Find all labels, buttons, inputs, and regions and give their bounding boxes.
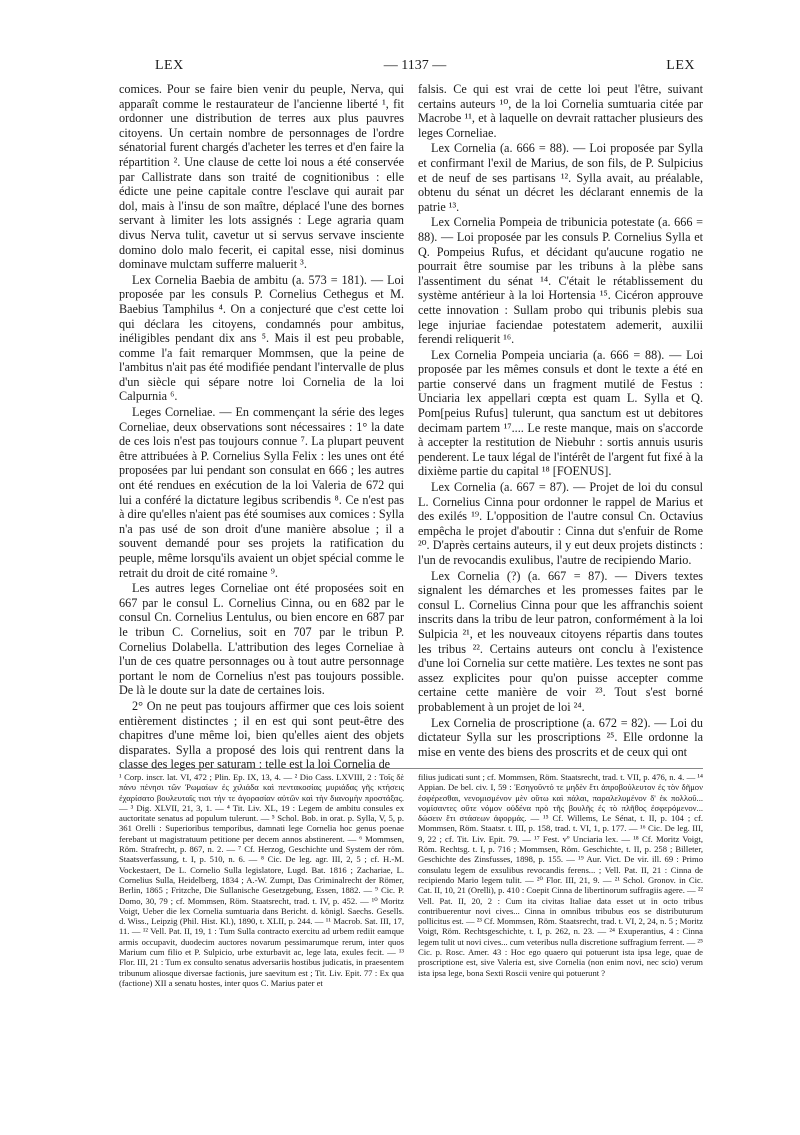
paragraph: Lex Cornelia Baebia de ambitu (a. 573 = 181). — Loi proposée par les consuls P. Cornelius Cethegus et M. Baebius Tamphilus ⁴. On a conjecturé que c'est cette loi qui déclara les citoyens, condamnés pour ambitus, inéligibles pendant dix ans ⁵. Mais il est peu probable, comme l'a fait remarquer Mommsen, que la peine de l'ambitus n'ait pas été modifiée pendant l'intervalle de plus d'un siècle qui sépare notre loi Cornelia de la loi Calpurnia ⁶. [119,272,404,404]
footnote-block: filius judicati sunt ; cf. Mommsen, Röm. Staatsrecht, trad. t. VII, p. 476, n. 4. — ¹⁴ Appian. De bel. civ. I, 59 : Ἐσηγοῦντό τε μηδὲν ἔτι ἀπροβούλευτον ἐς τὸν δῆμον ἐσφέρεσθαι, νενομισμένον μὲν οὕτω καὶ πάλαι, παραλελυμένον δ' ἐκ πολλοῦ... νομίσαντες οὔτε νόμον οὐδένα πρὸ τῆς βουλῆς ἐς τὸ πλῆθος ἐσφερόμενον... δώσειν ἔτι στάσεων ἀφορμάς. — ¹⁵ Cf. Willems, Le Sénat, t. II, p. 104 ; cf. Mommsen, Röm. Staatsr. t. III, p. 158, trad. t. VI, 1, p. 177. — ¹⁶ Cic. De leg. III, 9, 22 ; cf. Tit. Liv. Epit. 79. — ¹⁷ Fest. vº Unciaria lex. — ¹⁸ Cf. Moritz Voigt, Röm. Rechtsg. t. I, p. 716 ; Mommsen, Röm. Geschichte, t. II, p. 258 ; Billeter, Geschichte des Zinsfusses, 1898, p. 155. — ¹⁹ Aur. Vict. De vir. ill. 69 : Primo consulatu legem de exsulibus revocandis ferens... ; Vell. Pat. II, 21 : Cinna de recipiendo Mario legem tulit. — ²⁰ Flor. III, 21, 9. — ²¹ Schol. Gronov. in Cic. Cat. II, 10, 21 (Orelli), p. 410 : Coepit Cinna de libertinorum suffragiis agere. — ²² Vell. Pat. II, 20, 2 : Cum ita civitas Italiae data esset ut in octo tribus contribuerentur novi cives... Cinna in omnibus tribubus eos se distributurum pollicitus est. — ²³ Cf. Mommsen, Röm. Staatsrecht, trad. t. VI, 2, 24, n. 5 ; Moritz Voigt, Röm. Rechtsgeschichte, t. I, p. 262, n. 23. — ²⁴ Exuperantius, 4 : Cinna legem tulit ut novi cives... cum veteribus nulla discretione suffragium ferrent. — ²⁵ Cic. p. Rosc. Amer. 43 : Hoc ego quaero qui potuerunt ista ipsa lege, quae de proscriptione est, sive Valeria est, sive Cornelia (non enim novi, nec scio) verum ista ipsa lege, bona Sexti Roscii venire qui potuerunt ? [418,772,703,978]
right-text-column [418,82,703,760]
paragraph: Leges Corneliae. — En commençant la série des leges Corneliae, deux observations sont nécessaires : 1° la date de ces lois n'est pas toujours connue ⁷. La plupart peuvent être attribuées à P. Cornelius Sylla Felix : les unes ont été proposées par lui pendant son consulat en 666 ; les autres ont été rendues en exécution de la loi Valeria de 672 qui lui a conféré la dictature legibus scribendis ⁸. Ce n'est pas à dire qu'elles n'aient pas été soumises aux comices : Sylla n'a pas usé de son droit d'une manière absolue ; il a souvent demandé pour ses projets la ratification du peuple, même lorsqu'ils avaient un objet spécial comme le retrait du droit de cité romaine ⁹. [119,405,404,580]
paragraph: Lex Cornelia (a. 666 = 88). — Loi proposée par Sylla et confirmant l'exil de Marius, de son fils, de P. Sulpicius et de neuf de ses partisans ¹². Sylla avait, au préalable, obtenu du sénat un décret les déclarant ennemis de la patrie ¹³. [418,141,703,214]
left-text-column [119,82,404,773]
footnotes-left [119,772,404,988]
paragraph: comices. Pour se faire bien venir du peuple, Nerva, qui apparaît comme le restaurateur de l'ancienne liberté ¹, fit ordonner une distribution de terres aux plus pauvres citoyens. Un certain nombre de personnages de l'ordre sénatorial furent chargés d'acheter les terres et d'en faire la répartition ². Une clause de cette loi nous a été conservée par Callistrate dans son traité de cognitionibus : elle édicte une peine capitale contre l'esclave qui aurait par dol, mais à l'insu de son maître, déplacé l'une des bornes servant à limiter les lots assignés : Lege agraria quam divus Nerva tulit, cavetur ut si servus servave inscientе domino dolo malo fecerit, ei capital esse, nisi dominus dominave mulctam sufferre maluerit ³. [119,82,404,272]
page-number: — 1137 — [383,58,447,73]
footnote-block: ¹ Corp. inscr. lat. VI, 472 ; Plin. Ep. IX, 13, 4. — ² Dio Cass. LXVIII, 2 : Τοῖς δὲ πάνυ πένησι τῶν Ῥωμαίων ἐς χιλιάδα καὶ πεντακοσίας μυριάδας γῆς κτήσεις ἐχαρίσατο βουλευταῖς τισι τήν τε ἀγορασίαν αὐτῶν καὶ τὴν διανομὴν προστάξας. — ³ Dig. XLVII, 21, 3, 1. — ⁴ Tit. Liv. XL, 19 : Legem de ambitu consules ex auctoritate senatus ad populum tulerunt. — ⁵ Schol. Bob. in orat. p. Sylla, V, 5, p. 361 Orelli : Superioribus temporibus, damnati lege Cornelia hoc genus poenae ferebant ut magistratuum petitione per decem annos abstinerent. — ⁶ Mommsen, Röm. Strafrecht, p. 867, n. 2. — ⁷ Cf. Herzog, Geschichte und System der röm. Staatsverfassung, t. I, p. 510, n. 6. — ⁸ Cic. De leg. agr. III, 2, 5 ; cf. H.-M. Vockestaert, De L. Cornelio Sulla legislatore, Lugd. Bat. 1816 ; Zachariae, L. Cornelius Sulla, Heidelberg, 1834 ; A.-W. Zumpt, Das Criminalrecht der Römer, Berlin, 1865 ; Fritzche, Die Sullanische Gesetzgebung, Essen, 1882. — ⁹ Cic. P. Domo, 30, 79 ; cf. Mommsen, Röm. Staatsrecht, trad. t. IV, p. 452. — ¹⁰ Moritz Voigt, Ueber die lex Cornelia sumtuaria dans Bericht. d. königl. Saechs. Gesells. d. Wiss., Leipzig (Phil. Hist. Kl.), 1890, t. XLII, p. 244. — ¹¹ Macrob. Sat. III, 17, 11. — ¹² Vell. Pat. II, 19, 1 : Tum Sulla contracto exercitu ad urbem rediit eamque armis occupavit, duodecim auctores novarum pessimarumque rerum, inter quos Marium cum filio et P. Sulpicio, urbe exturbavit ac, lege lata, exules fecit. — ¹³ Flor. III, 21 : Tum ex consulto senatus adversariis hostibus judicatis, in praesentem tribunum aliosque diversae factionis, jure saevitum est ; Tit. Liv. Epit. 77 : Ex qua (factione) XII a senatu hostes, inter quos C. Marius pater et [119,772,404,988]
paragraph: Les autres leges Corneliae ont été proposées soit en 667 par le consul L. Cornelius Cinna, ou en 682 par le consul Cn. Cornelius Lentulus, ou bien encore en 687 par le tribun C. Cornelius, soit en 707 par le tribun P. Cornelius Dolabella. L'attribution des leges Corneliae à l'un de ces quatre personnages ou à tout autre personnage portant le nom de Cornelius n'est pas toujours possible. De là le doute sur la date de certaines lois. [119,581,404,698]
paragraph: Lex Cornelia de proscriptione (a. 672 = 82). — Loi du dictateur Sylla sur les proscriptions ²⁵. Elle ordonne la mise en vente des biens des proscrits et de ceux qui ont [418,715,703,759]
paragraph: 2° On ne peut pas toujours affirmer que ces lois soient entièrement distinctes ; il en est qui sont peut-être des chapitres d'une même loi, bien qu'elles aient des objets disparates. Sylla a proposé des lois qui rentrent dans la classe des leges per saturam : telle est la loi Cornelia de [119,698,404,772]
paragraph: Lex Cornelia (a. 667 = 87). — Projet de loi du consul L. Cornelius Cinna pour ordonner le rappel de Marius et des exilés ¹⁹. L'opposition de l'autre consul Cn. Octavius empêcha le projet d'aboutir : Cinna dut s'enfuir de Rome ²⁰. D'après certains auteurs, il y eut deux projets distincts : l'un de revocandis exulibus, l'autre de recipiendo Mario. [418,480,703,567]
running-header [115,58,715,80]
paragraph: Lex Cornelia Pompeia unciaria (a. 666 = 88). — Loi proposée par les mêmes consuls et dont le texte a été en partie conservé dans un fragment mutilé de Festus : Unciaria lex appellari cœpta est quam L. Sylla et Q. Pom[peius Rufus] tulerunt, qua sanctum est ut debitores decimam partem ¹⁷.... Le reste manque, mais on s'accorde à accepter la restitution de Niebuhr : sortis annuis usuris penderent. Le taux légal de l'intérêt de l'argent fut fixé à la dixième partie du capital ¹⁸ [FOENUS]. [418,347,703,479]
paragraph: Lex Cornelia (?) (a. 667 = 87). — Divers textes signalent les démarches et les promesses faites par le consul L. Cornelius Cinna pour que les affranchis soient inscrits dans la tribu de leur patron, conformément à la loi Sulpicia ²¹, et les nouveaux citoyens répartis dans toutes les tribus ²². Certains auteurs ont conclu à l'existence d'une loi Cornelia sur cette matière. Les textes ne sont pas assez explicites pour qu'on puisse accepter comme certaine cette manière de voir ²³. Tout s'est borné probablement à un projet de loi ²⁴. [418,568,703,714]
paragraph: Lex Cornelia Pompeia de tribunicia potestate (a. 666 = 88). — Loi proposée par les consuls P. Cornelius Sylla et Q. Pompeius Rufus, et décidant qu'aucune rogatio ne pourrait être soumise par les tribuns à la plèbe sans l'assentiment du sénat ¹⁴. C'était le rétablissement du système antérieur à la loi Hortensia ¹⁵. Cicéron approuve cette innovation : Sullam probo qui tribunis plebis sua lege injuriae faciendae potestatem ademerit, auxilii ferendi reliquerit ¹⁶. [418,215,703,347]
paragraph: falsis. Ce qui est vrai de cette loi peut l'être, suivant certains auteurs ¹⁰, de la loi Cornelia sumtuaria citée par Macrobe ¹¹, et à laquelle on devrait rattacher plusieurs des leges Corneliae. [418,82,703,140]
header-left-word: LEX [155,58,184,73]
footnote-separator [119,768,703,769]
footnotes-right [418,772,703,978]
header-right-word: LEX [666,58,695,73]
